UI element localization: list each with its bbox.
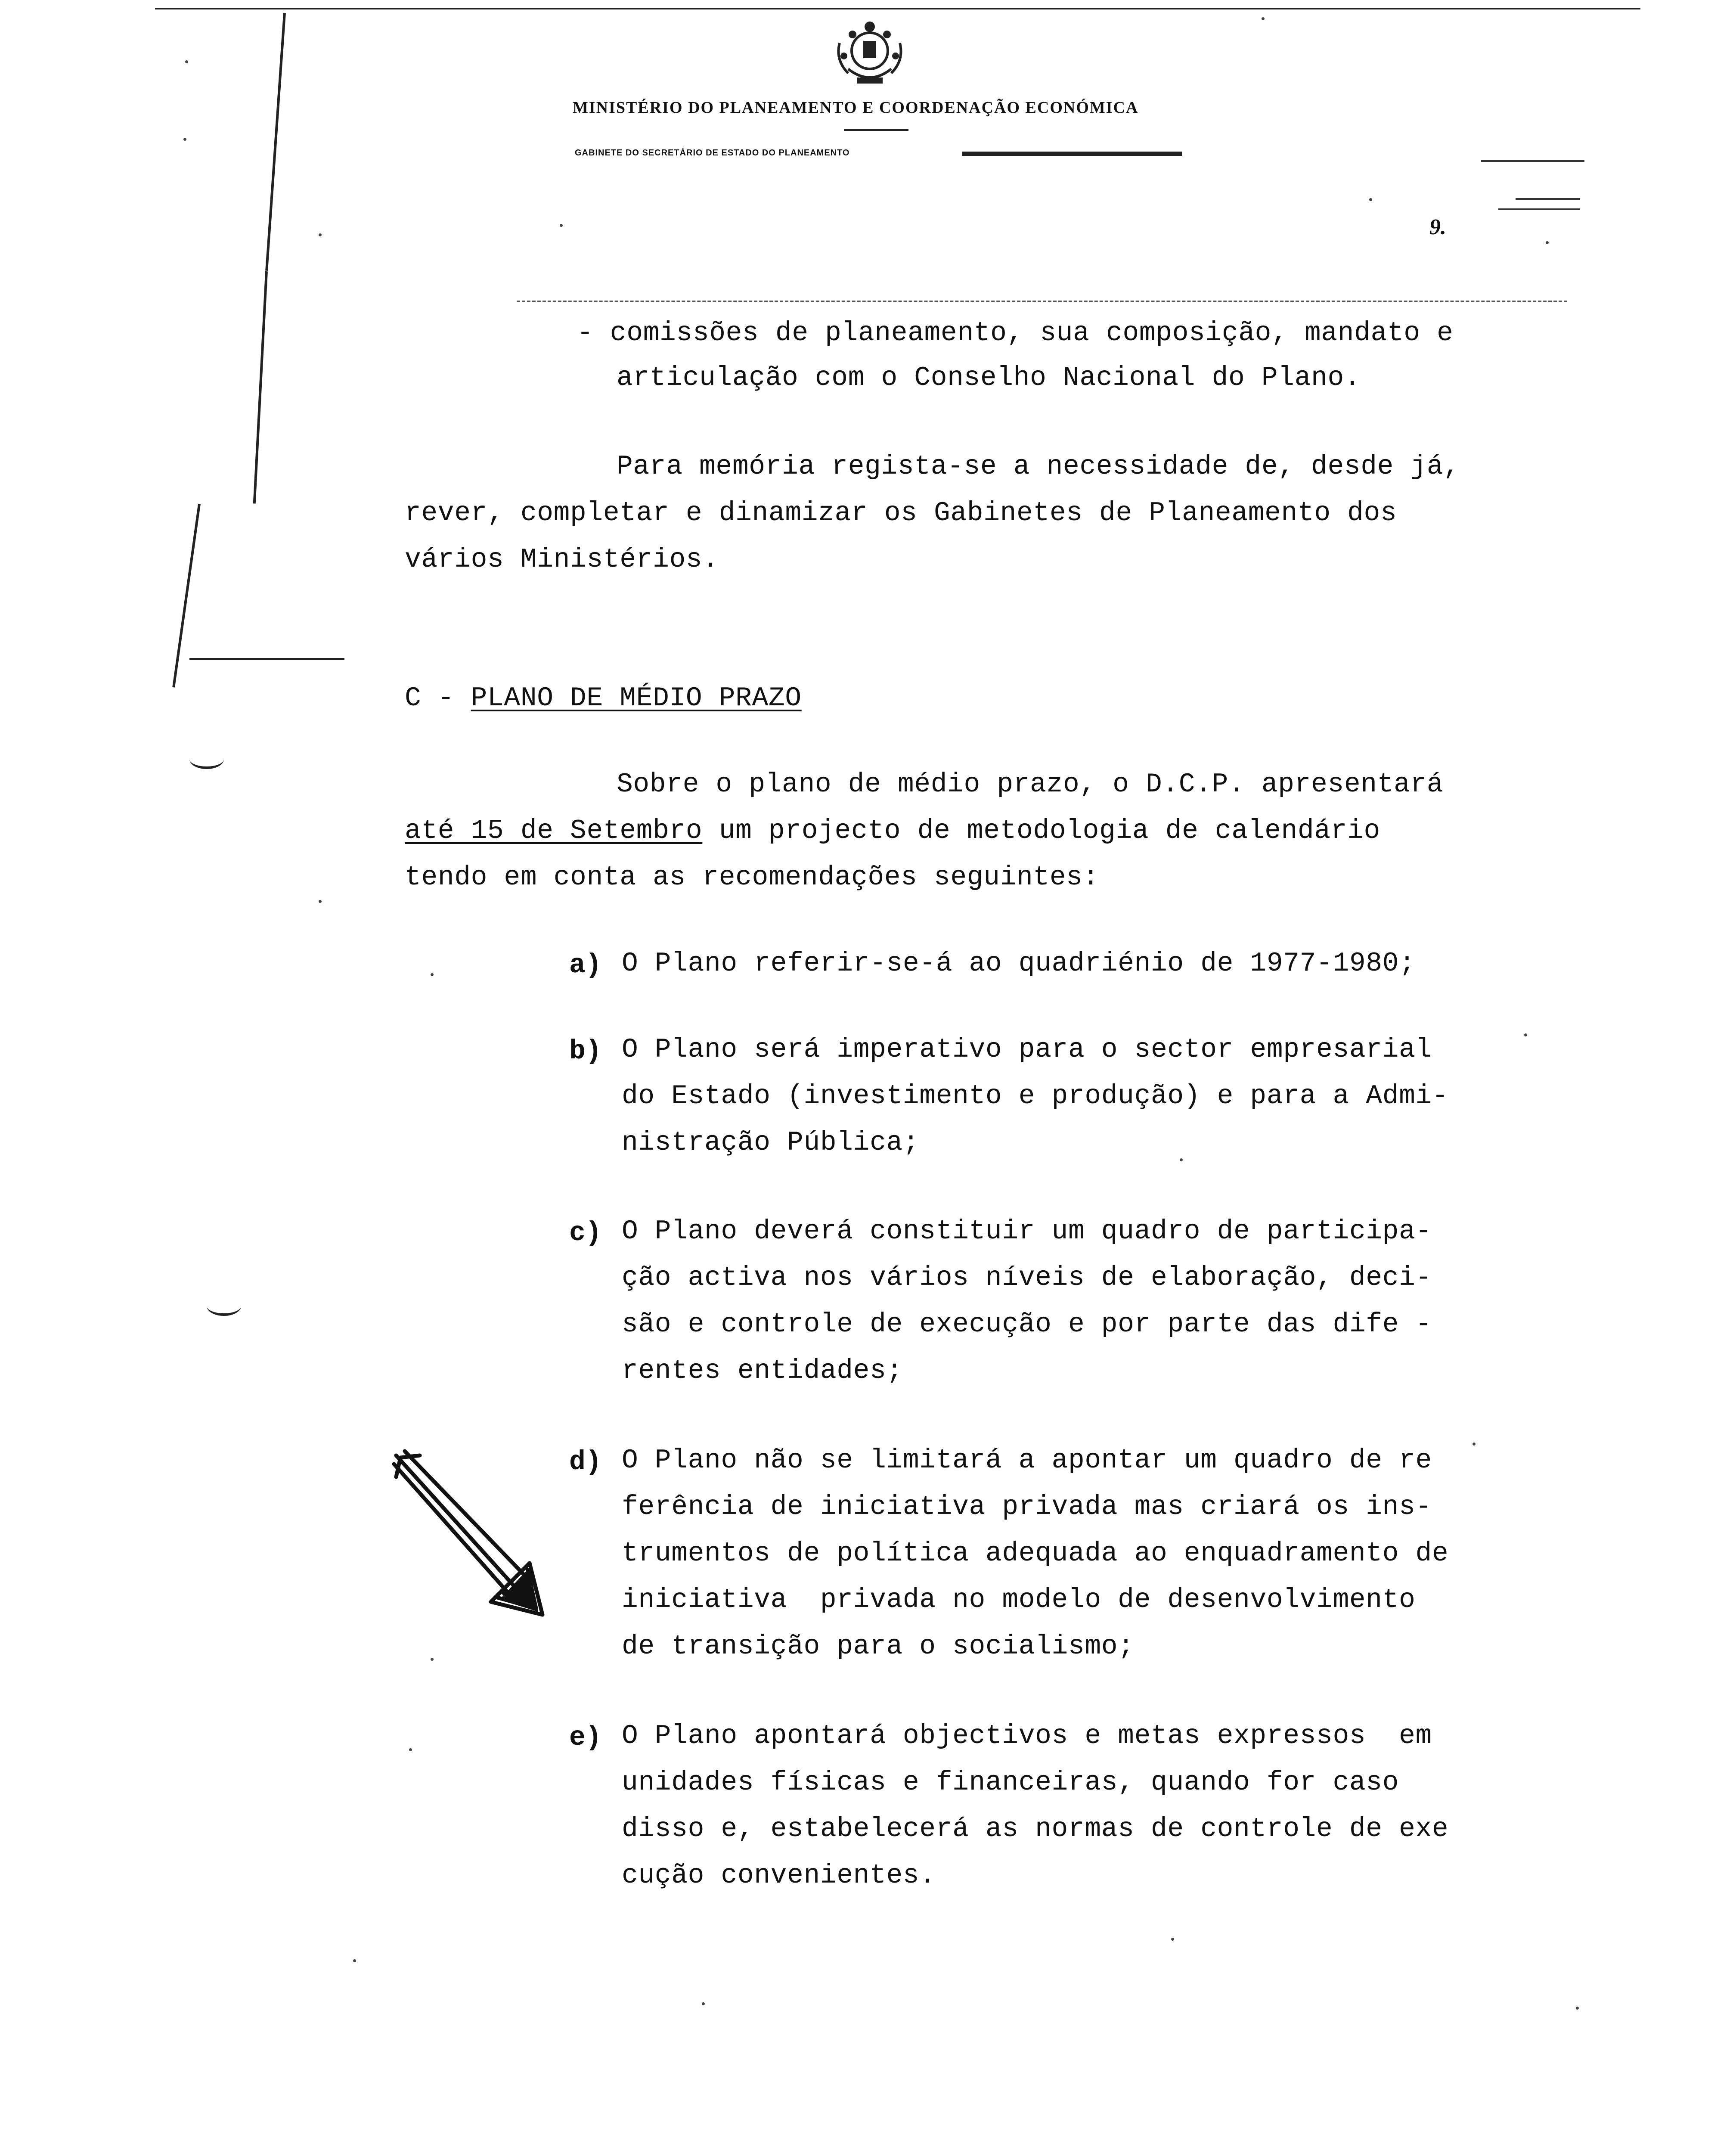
deadline-text: até 15 de Setembro bbox=[405, 816, 703, 846]
item-line: nistração Pública; bbox=[622, 1127, 920, 1158]
scan-speck bbox=[1369, 198, 1372, 201]
item-line: O Plano não se limitará a apontar um quadro de re bbox=[622, 1445, 1432, 1476]
section-title: PLANO DE MÉDIO PRAZO bbox=[471, 683, 802, 714]
margin-rule bbox=[1516, 198, 1580, 200]
item-label: b) bbox=[569, 1036, 602, 1067]
item-line: O Plano será imperativo para o sector empresarial bbox=[622, 1034, 1432, 1065]
memo-paragraph-line: vários Ministérios. bbox=[405, 544, 719, 575]
item-line: O Plano apontará objectivos e metas expressos em bbox=[622, 1721, 1432, 1751]
scan-speck bbox=[409, 1748, 412, 1751]
margin-mark bbox=[207, 1296, 241, 1316]
intro-paragraph-line: tendo em conta as recomendações seguintes: bbox=[405, 862, 1100, 893]
item-line: rentes entidades; bbox=[622, 1356, 903, 1386]
item-label: a) bbox=[569, 950, 602, 980]
margin-mark bbox=[189, 749, 224, 769]
scan-speck bbox=[1262, 17, 1265, 20]
item-line: O Plano referir-se-á ao quadriénio de 1977-1980; bbox=[622, 948, 1416, 979]
scan-speck bbox=[319, 233, 322, 236]
item-line: são e controle de execução e por parte das dife - bbox=[622, 1309, 1432, 1340]
margin-vertical-line bbox=[253, 271, 268, 504]
scan-speck bbox=[183, 138, 186, 141]
margin-tick bbox=[189, 658, 344, 660]
item-label: e) bbox=[569, 1722, 602, 1753]
intro-paragraph-line bbox=[405, 817, 1380, 844]
list-dash-line: - comissões de planeamento, sua composição, mandato e bbox=[577, 318, 1454, 348]
item-label: c) bbox=[569, 1218, 602, 1248]
item-label: d) bbox=[569, 1447, 602, 1477]
item-line: unidades físicas e financeiras, quando for caso bbox=[622, 1767, 1399, 1798]
memo-paragraph-line: Para memória regista-se a necessidade de, desde já, bbox=[617, 451, 1460, 482]
scan-speck bbox=[1524, 1033, 1527, 1036]
scan-speck bbox=[1171, 1938, 1174, 1941]
cabinet-subheading: GABINETE DO SECRETÁRIO DE ESTADO DO PLANEAMENTO bbox=[575, 148, 850, 158]
scan-speck bbox=[431, 1658, 434, 1661]
ministry-heading: MINISTÉRIO DO PLANEAMENTO E COORDENAÇÃO ECONÓMICA bbox=[573, 99, 1139, 117]
redaction-bar bbox=[962, 152, 1182, 156]
intro-paragraph-line: Sobre o plano de médio prazo, o D.C.P. apresentará bbox=[617, 769, 1444, 800]
item-line: iniciativa privada no modelo de desenvolvimento bbox=[622, 1585, 1416, 1615]
scan-speck bbox=[1180, 1158, 1183, 1161]
list-dash-line: articulação com o Conselho Nacional do Plano. bbox=[617, 363, 1361, 393]
hand-drawn-arrow-icon bbox=[388, 1447, 586, 1636]
memo-paragraph-line: rever, completar e dinamizar os Gabinetes de Planeamento dos bbox=[405, 498, 1397, 528]
scan-speck bbox=[1546, 241, 1549, 244]
margin-vertical-line bbox=[265, 13, 286, 271]
item-line: disso e, estabelecerá as normas de controle de exe bbox=[622, 1814, 1449, 1844]
item-line: do Estado (investimento e produção) e para a Admi- bbox=[622, 1081, 1449, 1111]
scan-speck bbox=[560, 224, 563, 227]
dotted-separator bbox=[517, 301, 1567, 302]
scan-speck bbox=[353, 1959, 356, 1962]
top-border-line bbox=[155, 8, 1640, 9]
scan-speck bbox=[1576, 2007, 1579, 2010]
margin-rule bbox=[1481, 160, 1584, 162]
section-heading bbox=[405, 685, 802, 712]
item-line: trumentos de política adequada ao enquadramento de bbox=[622, 1538, 1449, 1569]
scan-speck bbox=[702, 2002, 705, 2005]
scan-speck bbox=[185, 60, 188, 63]
item-line: ção activa nos vários níveis de elaboração, deci- bbox=[622, 1263, 1432, 1293]
scan-speck bbox=[431, 973, 434, 976]
scan-speck bbox=[319, 900, 322, 903]
margin-rule bbox=[1498, 208, 1580, 210]
intro-line-rest: um projecto de metodologia de calendário bbox=[702, 816, 1380, 846]
page-number: 9. bbox=[1429, 215, 1446, 239]
coat-of-arms-icon bbox=[822, 17, 917, 90]
heading-rule bbox=[844, 129, 908, 131]
item-line: ferência de iniciativa privada mas criará os ins- bbox=[622, 1492, 1432, 1522]
item-line: de transição para o socialismo; bbox=[622, 1631, 1135, 1662]
scan-speck bbox=[1472, 1443, 1476, 1446]
section-prefix: C - bbox=[405, 683, 471, 714]
item-line: cução convenientes. bbox=[622, 1860, 936, 1891]
item-line: O Plano deverá constituir um quadro de participa- bbox=[622, 1216, 1432, 1247]
